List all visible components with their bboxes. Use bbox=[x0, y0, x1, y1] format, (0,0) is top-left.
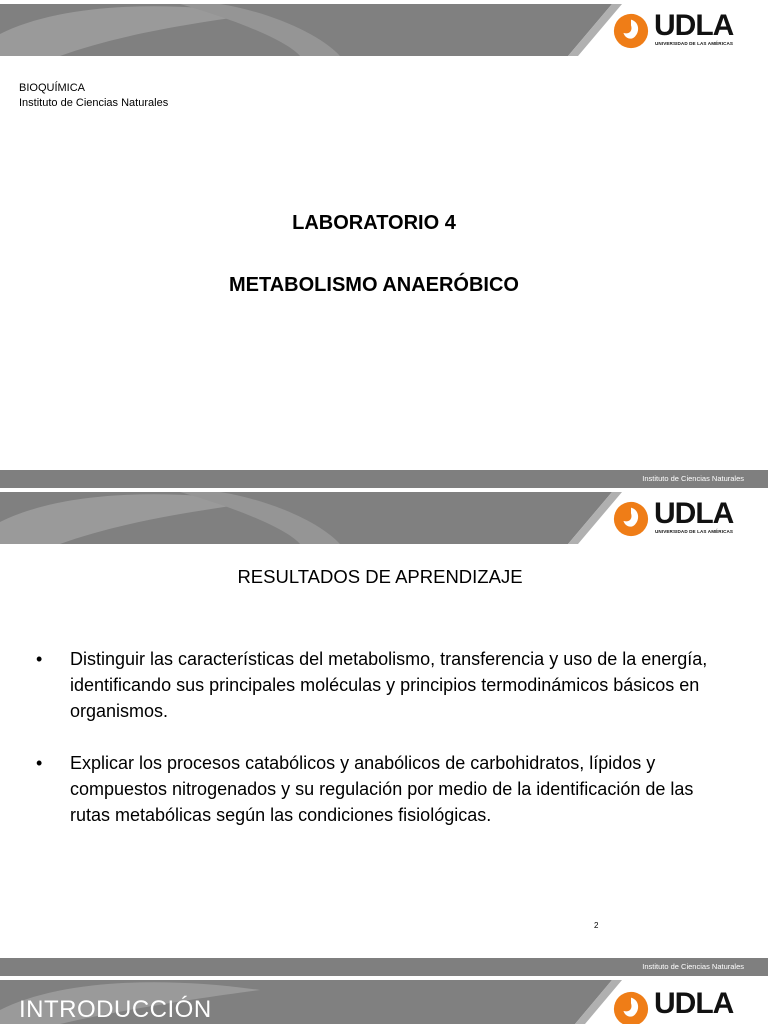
footer-text: Instituto de Ciencias Naturales bbox=[642, 474, 744, 483]
slide-title: LABORATORIO 4 bbox=[292, 212, 456, 234]
section-heading: RESULTADOS DE APRENDIZAJE bbox=[237, 566, 523, 587]
list-item bbox=[30, 750, 720, 828]
footer-text: Instituto de Ciencias Naturales bbox=[642, 962, 744, 971]
udla-logo bbox=[612, 9, 734, 50]
bullet-icon: • bbox=[36, 753, 43, 773]
slide-subtitle: METABOLISMO ANAERÓBICO bbox=[229, 274, 519, 296]
slide-1 bbox=[0, 0, 768, 488]
udla-logo bbox=[612, 497, 734, 538]
section-heading: INTRODUCCIÓN bbox=[19, 996, 212, 1023]
course-info bbox=[19, 81, 168, 111]
udla-logo-mark-icon bbox=[612, 12, 650, 50]
list-item-text: Explicar los procesos catabólicos y anabólicos de carbohidratos, lípidos y compuestos nitrogenados y su regulación por medio de la identificación de las rutas metabólicas según las condiciones fisiológicas. bbox=[70, 753, 694, 825]
learning-outcomes-list bbox=[30, 646, 720, 854]
list-item-text: Distinguir las características del metabolismo, transferencia y uso de la energía, identificando sus principales moléculas y principios termodinámicos básicos en organismos. bbox=[70, 649, 708, 721]
slide-3 bbox=[0, 976, 768, 1024]
slide-2 bbox=[0, 488, 768, 976]
bullet-icon: • bbox=[36, 649, 43, 669]
logo-wordmark: UDLA bbox=[654, 497, 734, 530]
list-item bbox=[30, 646, 720, 724]
logo-wordmark: UDLA bbox=[654, 9, 734, 42]
footer-bar bbox=[0, 958, 768, 976]
udla-logo-mark-icon bbox=[612, 990, 650, 1024]
udla-logo bbox=[612, 987, 734, 1024]
udla-logo-mark-icon bbox=[612, 500, 650, 538]
footer-bar bbox=[0, 470, 768, 488]
logo-wordmark: UDLA bbox=[654, 987, 734, 1020]
logo-tagline: UNIVERSIDAD DE LAS AMÉRICAS bbox=[655, 41, 734, 46]
course-name: BIOQUÍMICA bbox=[19, 82, 86, 94]
page-number: 2 bbox=[594, 921, 599, 930]
institute-name: Instituto de Ciencias Naturales bbox=[19, 97, 169, 109]
logo-tagline: UNIVERSIDAD DE LAS AMÉRICAS bbox=[655, 529, 734, 534]
